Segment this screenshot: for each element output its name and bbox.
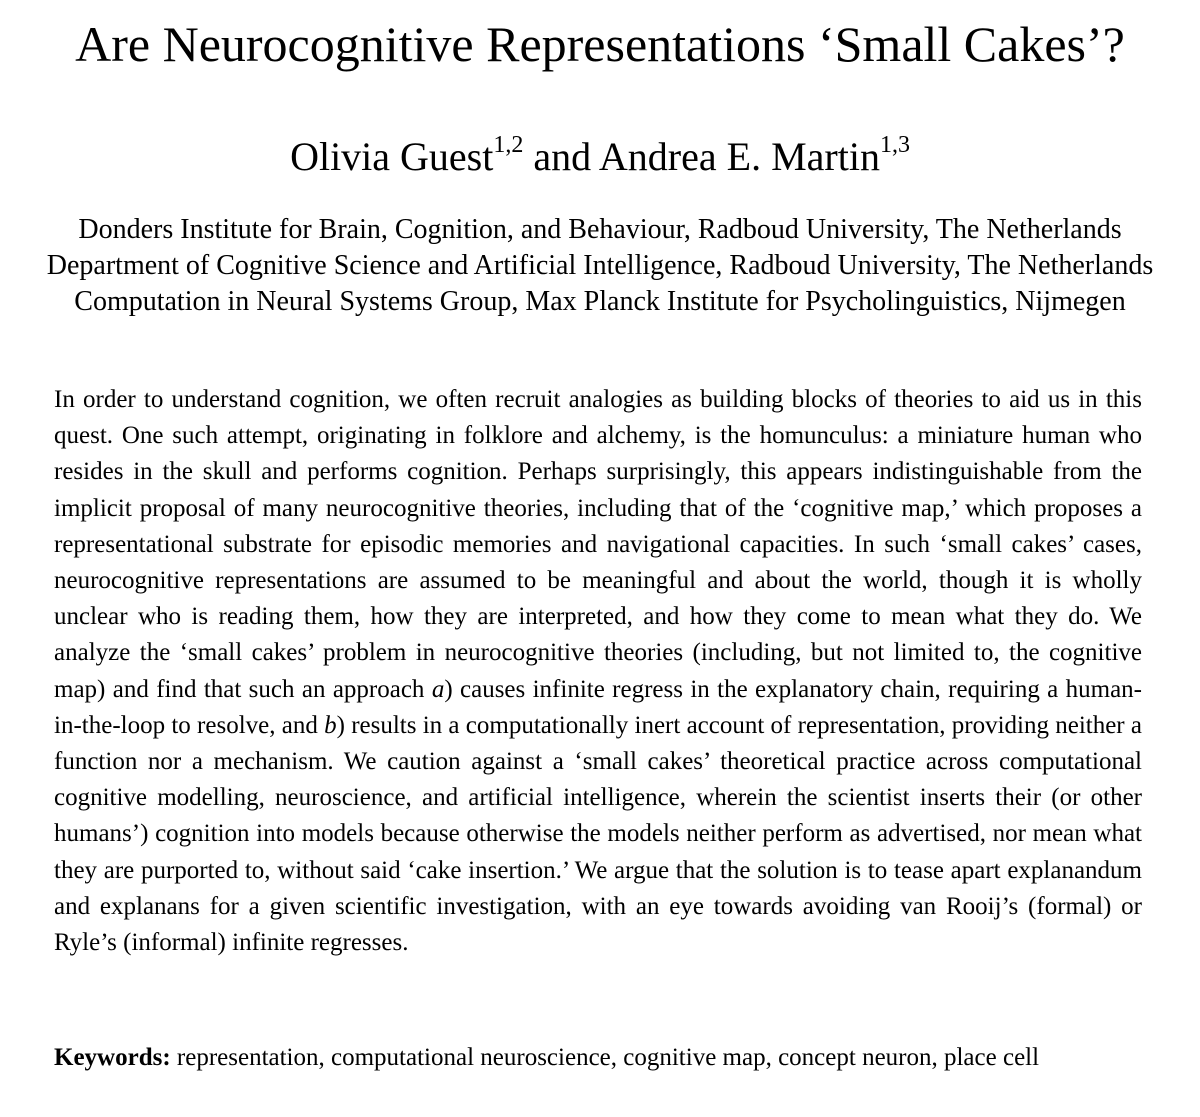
affiliations-block bbox=[0, 212, 1200, 320]
keywords-label: Keywords: bbox=[54, 1044, 171, 1071]
paper-title: Are Neurocognitive Representations ‘Small Cakes’? bbox=[75, 16, 1125, 72]
abstract-enumeration-marker: a bbox=[431, 675, 445, 703]
author-line bbox=[0, 132, 1200, 182]
author-affiliation-marker: 1,3 bbox=[879, 132, 910, 158]
abstract-text: In order to understand cognition, we often recruit analogies as building blocks of theories to aid us in this quest. One such attempt, originating in folklore and alchemy, is the homunculus: a miniature human who resides in the skull and performs cognition. Perhaps surprisingly, this appears indistinguishable from the implicit proposal of many neurocognitive theories, including that of the ‘cognitive map,’ which proposes a representational substrate for episodic memories and navigational capacities. In such ‘small cakes’ cases, neurocognitive representations are assumed to be meaningful and about the world, though it is wholly unclear who is reading them, how they are interpreted, and how they come to mean what they do. We analyze the ‘small cakes’ problem in neurocognitive theories (including, but not limited to, the cognitive map) and find that such an approach bbox=[54, 386, 1142, 703]
keywords bbox=[54, 1040, 1142, 1076]
affiliation-line: Computation in Neural Systems Group, Max Planck Institute for Psycholinguistics, Nijmegen bbox=[74, 286, 1126, 317]
affiliation-line: Donders Institute for Brain, Cognition, and Behaviour, Radboud University, The Netherlands bbox=[78, 214, 1122, 245]
abstract bbox=[54, 382, 1142, 961]
author-affiliation-marker: 1,2 bbox=[493, 132, 524, 158]
abstract-text: ) causes infinite regress in the explanatory chain, requiring a human-in-the-loop to resolve, and bbox=[54, 675, 1143, 739]
affiliation-line: Department of Cognitive Science and Artificial Intelligence, Radboud University, The Netherlands bbox=[46, 250, 1154, 281]
author-name: Olivia Guest bbox=[290, 134, 494, 179]
author-name: Andrea E. Martin bbox=[598, 134, 880, 179]
abstract-text: ) results in a computationally inert account of representation, providing neither a function nor a mechanism. We caution against a ‘small cakes’ theoretical practice across computational cognitive modelling, neuroscience, and artificial intelligence, wherein the scientist inserts their (or other humans’) cognition into models because otherwise the models neither perform as advertised, nor mean what they are purported to, without said ‘cake insertion.’ We argue that the solution is to tease apart explanandum and explanans for a given scientific investigation, with an eye towards avoiding van Rooij’s (formal) or Ryle’s (informal) infinite regresses. bbox=[54, 711, 1142, 957]
abstract-paragraph bbox=[54, 382, 1142, 961]
author-separator: and bbox=[523, 134, 599, 179]
keywords-list: representation, computational neuroscience, cognitive map, concept neuron, place cell bbox=[170, 1044, 1040, 1071]
abstract-enumeration-marker: b bbox=[324, 711, 337, 739]
